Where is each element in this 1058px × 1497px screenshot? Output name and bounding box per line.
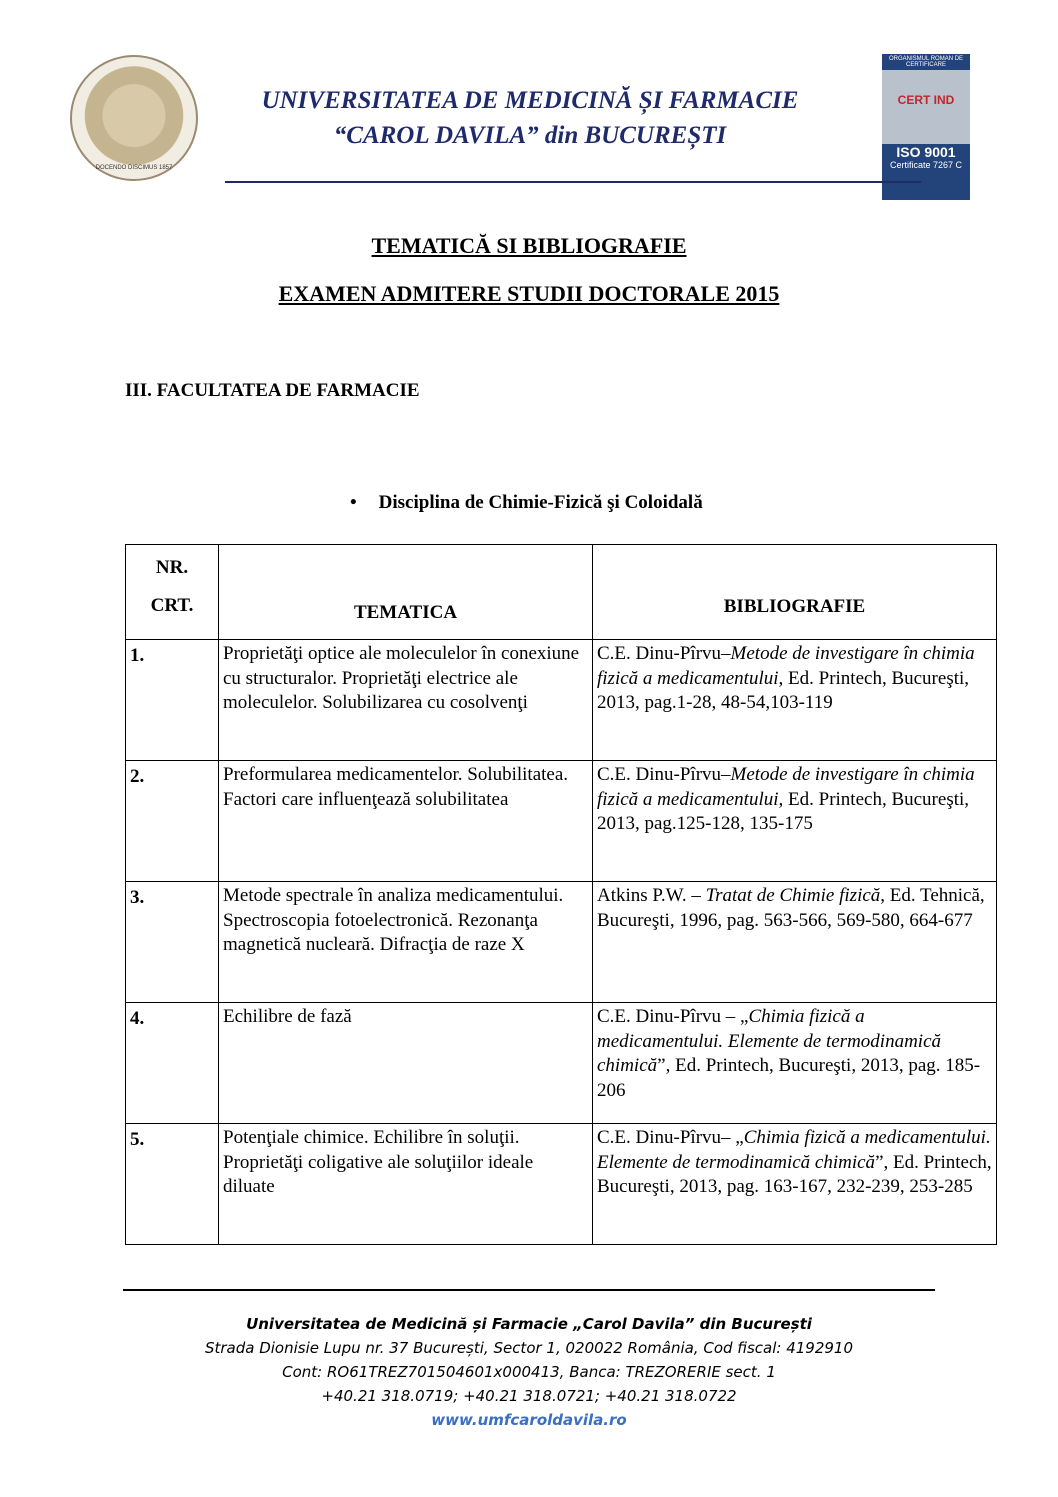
table-row [126,1003,997,1124]
bib-author: C.E. Dinu-Pîrvu – „ [597,1006,749,1027]
row-bibliografie [593,640,997,761]
header-divider [225,181,921,183]
row-number: 4. [126,1003,219,1124]
row-tematica: Preformularea medicamentelor. Solubilitatea. Factori care influenţează solubilitatea [219,761,593,882]
iso-certification-logo [882,54,970,178]
footer-phones: +40.21 318.0719; +40.21 318.0721; +40.21 318.0722 [321,1387,737,1405]
row-number: 2. [126,761,219,882]
footer [0,1312,1058,1432]
bib-title: Metode de investigare în chimia fizică a medicamentului, [597,643,975,689]
footer-institution: Universitatea de Medicină și Farmacie „Carol Davila” din București [246,1315,812,1333]
row-number: 1. [126,640,219,761]
bib-author: C.E. Dinu-Pîrvu– [597,764,731,785]
discipline-heading [350,492,703,514]
header-tematica: TEMATICA [219,545,593,640]
bib-title: Tratat de Chimie fizică [705,885,881,906]
document-title: TEMATICĂ SI BIBLIOGRAFIE [371,233,687,258]
bullet-icon: • [350,492,357,513]
row-tematica: Echilibre de fază [219,1003,593,1124]
header-crt: CRT. [150,595,194,616]
bib-title: Chimia fizică a medicamentului. Elemente de termodinamică chimică [597,1006,942,1076]
table-header-row [126,545,997,640]
document-subtitle: EXAMEN ADMITERE STUDII DOCTORALE 2015 [278,281,780,306]
logo-caption: DOCENDO DISCIMUS 1857 [95,165,173,171]
bib-author: Atkins P.W. – [597,885,706,906]
header-nr-crt [126,545,219,640]
bib-author: C.E. Dinu-Pîrvu– [597,643,731,664]
bib-details: Ed. Printech, Bucureşti, 2013, pag.125-128, 135-175 [597,788,970,834]
bib-details: ”, Ed. Printech, Bucureşti, 2013, pag. 163-167, 232-239, 253-285 [597,1151,992,1197]
faculty-heading: III. FACULTATEA DE FARMACIE [125,380,420,401]
row-bibliografie [593,882,997,1003]
header-nr: NR. [155,557,189,578]
table-row [126,1124,997,1245]
row-bibliografie [593,761,997,882]
topics-table [125,544,997,1245]
university-seal-logo [70,55,198,181]
footer-website-link[interactable]: www.umfcaroldavila.ro [431,1411,627,1429]
iso-cert: Certificate 7267 C [889,160,963,170]
row-number: 3. [126,882,219,1003]
row-tematica: Potenţiale chimice. Echilibre în soluţii. Proprietăţi coligative ale soluţiilor ideale diluate [219,1124,593,1245]
university-name-line2: “CAROL DAVILA” din BUCUREȘTI [333,122,727,149]
row-bibliografie [593,1124,997,1245]
iso-top-text: ORGANISMUL ROMAN DE CERTIFICARE [882,54,970,70]
bib-title: Chimia fizică a medicamentului. Elemente de termodinamică chimică [597,1127,991,1173]
footer-divider [123,1289,935,1291]
row-tematica: Proprietăţi optice ale moleculelor în conexiune cu structuralor. Proprietăţi electrice ale moleculelor. Solubilizarea cu cosolvenţi [219,640,593,761]
row-tematica: Metode spectrale în analiza medicamentului. Spectroscopia fotoelectronică. Rezonanţa magnetică nucleară. Difracţia de raze X [219,882,593,1003]
footer-bank: Cont: RO61TREZ701504601x000413, Banca: TREZORERIE sect. 1 [282,1363,776,1381]
row-number: 5. [126,1124,219,1245]
table-row [126,761,997,882]
table-row [126,640,997,761]
bib-title: Metode de investigare în chimia fizică a medicamentului, [597,764,975,810]
bib-details: ”, Ed. Printech, Bucureşti, 2013, pag. 185-206 [597,1055,981,1101]
header-bibliografie: BIBLIOGRAFIE [593,545,997,640]
bib-details: Ed. Printech, Bucureşti, 2013, pag.1-28, 48-54,103-119 [597,667,970,713]
table-row [126,882,997,1003]
footer-address: Strada Dionisie Lupu nr. 37 București, Sector 1, 020022 România, Cod fiscal: 4192910 [204,1339,854,1357]
iso-label: ISO 9001 [896,144,956,160]
iso-mark: CERT IND [897,93,955,107]
bib-author: C.E. Dinu-Pîrvu– „ [597,1127,744,1148]
bib-details: , Ed. Tehnică, Bucureşti, 1996, pag. 563-566, 569-580, 664-677 [597,885,985,931]
discipline-label: Disciplina de Chimie-Fizică şi Coloidală [378,492,703,513]
university-name-line1: UNIVERSITATEA DE MEDICINĂ ȘI FARMACIE [261,87,799,114]
row-bibliografie [593,1003,997,1124]
